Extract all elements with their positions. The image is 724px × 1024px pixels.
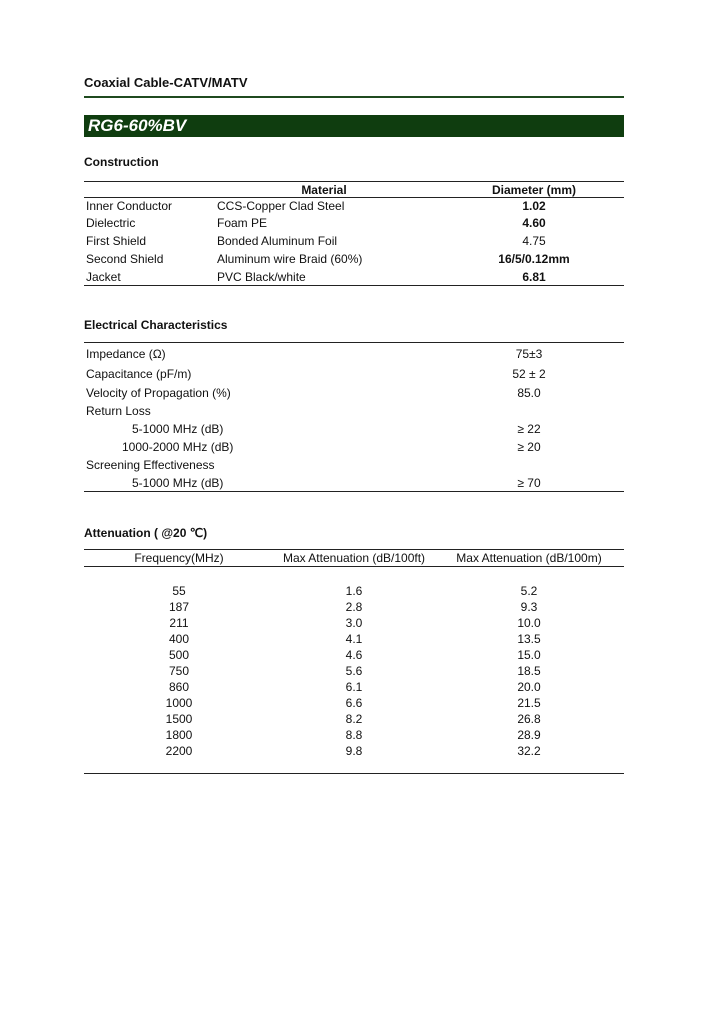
attenuation-frequency: 400 (168, 632, 190, 646)
attenuation-db-100ft: 4.1 (345, 632, 363, 646)
construction-diameter: 6.81 (522, 270, 546, 284)
attenuation-db-100m: 10.0 (517, 616, 541, 630)
construction-header-material: Material (301, 183, 347, 197)
attenuation-db-100ft: 1.6 (345, 584, 363, 598)
construction-material: Foam PE (217, 216, 268, 230)
construction-header-rule (84, 197, 624, 198)
attenuation-db-100m: 13.5 (517, 632, 541, 646)
attenuation-frequency: 1500 (165, 712, 193, 726)
electrical-label: Capacitance (pF/m) (86, 367, 192, 381)
attenuation-frequency: 1000 (165, 696, 193, 710)
attenuation-db-100m: 20.0 (517, 680, 541, 694)
attenuation-frequency: 750 (168, 664, 190, 678)
electrical-label: Screening Effectiveness (86, 458, 215, 472)
product-banner: RG6-60%BV (84, 115, 624, 137)
attenuation-db-100m: 21.5 (517, 696, 541, 710)
electrical-label: Return Loss (86, 404, 151, 418)
attenuation-frequency: 500 (168, 648, 190, 662)
electrical-value: ≥ 70 (517, 476, 541, 490)
attenuation-header-ft: Max Attenuation (dB/100ft) (282, 551, 426, 565)
construction-diameter: 1.02 (522, 199, 546, 213)
electrical-label: 1000-2000 MHz (dB) (122, 440, 234, 454)
attenuation-db-100ft: 8.2 (345, 712, 363, 726)
electrical-value: ≥ 22 (517, 422, 541, 436)
attenuation-db-100ft: 3.0 (345, 616, 363, 630)
electrical-label: 5-1000 MHz (dB) (132, 476, 224, 490)
electrical-value: 75±3 (515, 347, 543, 361)
attenuation-db-100ft: 6.1 (345, 680, 363, 694)
electrical-bottom-rule (84, 491, 624, 492)
construction-material: Bonded Aluminum Foil (217, 234, 338, 248)
construction-material: PVC Black/white (217, 270, 306, 284)
construction-part: Dielectric (86, 216, 136, 230)
construction-top-rule (84, 181, 624, 182)
attenuation-db-100ft: 8.8 (345, 728, 363, 742)
construction-diameter: 4.60 (522, 216, 546, 230)
electrical-title: Electrical Characteristics (84, 318, 228, 332)
document-title: Coaxial Cable-CATV/MATV (84, 75, 248, 90)
attenuation-frequency: 211 (169, 616, 189, 630)
electrical-label: Impedance (Ω) (86, 347, 166, 361)
construction-diameter: 16/5/0.12mm (498, 252, 570, 266)
electrical-value: 52 ± 2 (512, 367, 546, 381)
attenuation-db-100ft: 4.6 (345, 648, 363, 662)
construction-material: Aluminum wire Braid (60%) (217, 252, 363, 266)
attenuation-header-m: Max Attenuation (dB/100m) (456, 551, 602, 565)
attenuation-header-frequency: Frequency(MHz) (134, 551, 224, 565)
attenuation-frequency: 860 (168, 680, 190, 694)
construction-header-diameter: Diameter (mm) (491, 183, 577, 197)
electrical-value: 85.0 (517, 386, 541, 400)
attenuation-frequency: 1800 (165, 728, 193, 742)
attenuation-db-100ft: 9.8 (345, 744, 363, 758)
electrical-label: Velocity of Propagation (%) (86, 386, 231, 400)
attenuation-bottom-rule (84, 773, 624, 774)
construction-material: CCS-Copper Clad Steel (217, 199, 345, 213)
construction-bottom-rule (84, 285, 624, 286)
construction-title: Construction (84, 155, 159, 169)
construction-part: Second Shield (86, 252, 164, 266)
electrical-label: 5-1000 MHz (dB) (132, 422, 224, 436)
attenuation-header-rule (84, 566, 624, 567)
attenuation-db-100ft: 6.6 (345, 696, 363, 710)
construction-part: First Shield (86, 234, 147, 248)
attenuation-db-100m: 9.3 (520, 600, 538, 614)
electrical-value: ≥ 20 (517, 440, 541, 454)
attenuation-frequency: 2200 (165, 744, 193, 758)
construction-diameter: 4.75 (522, 234, 546, 248)
attenuation-frequency: 55 (172, 584, 186, 598)
attenuation-db-100m: 18.5 (517, 664, 541, 678)
attenuation-db-100ft: 5.6 (345, 664, 363, 678)
attenuation-db-100m: 5.2 (520, 584, 538, 598)
electrical-top-rule (84, 342, 624, 343)
attenuation-title: Attenuation ( @20 ℃) (84, 526, 208, 540)
attenuation-frequency: 187 (168, 600, 190, 614)
construction-part: Inner Conductor (86, 199, 173, 213)
attenuation-db-100m: 28.9 (517, 728, 541, 742)
title-divider (84, 96, 624, 98)
attenuation-db-100ft: 2.8 (345, 600, 363, 614)
attenuation-top-rule (84, 549, 624, 550)
construction-part: Jacket (86, 270, 121, 284)
attenuation-db-100m: 15.0 (517, 648, 541, 662)
attenuation-db-100m: 26.8 (517, 712, 541, 726)
attenuation-db-100m: 32.2 (517, 744, 541, 758)
